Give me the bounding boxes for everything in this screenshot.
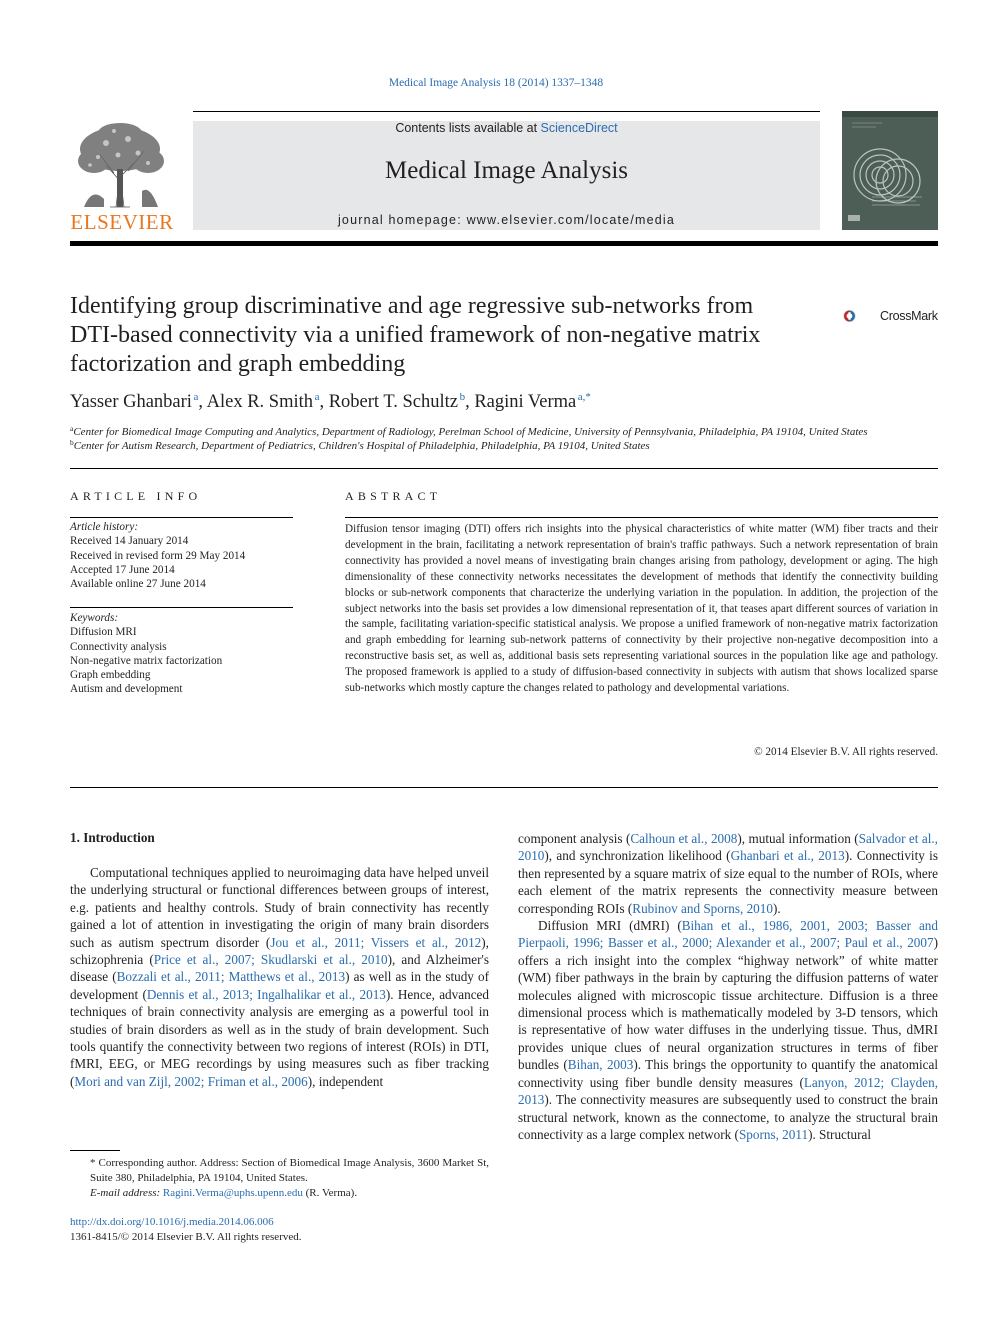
citation-link[interactable]: Ghanbari et al., 2013	[730, 848, 845, 864]
affiliation-rule	[70, 468, 938, 469]
keyword-item: Autism and development	[70, 683, 183, 696]
paper-title-line: factorization and graph embedding	[70, 351, 406, 377]
citation-link[interactable]: Mori and van Zijl, 2002; Friman et al., 2006	[74, 1073, 308, 1089]
affiliation-a	[70, 424, 868, 438]
body-paragraph	[518, 917, 938, 1143]
footnote-corresponding-text: Corresponding author. Address: Section of Biomedical Image Analysis, 3600 Market St, Suite 380, Philadelphia, PA 19104, United States.	[90, 1157, 490, 1184]
issn-copyright: 1361-8415/© 2014 Elsevier B.V. All rights reserved.	[70, 1231, 302, 1243]
keywords-rule	[70, 607, 293, 608]
author-name[interactable]: Robert T. Schultz	[328, 392, 459, 412]
journal-homepage	[193, 213, 820, 227]
abstract-text: Diffusion tensor imaging (DTI) offers rich insights into the physical characteristics of white matter (WM) fiber tracts and their development in the brain, facilitating a network representation of brain's traffic pathways. Such a network representation of brain connectivity has provided a novel means of investigating brain changes arising from pathology, development or aging. The high dimensionality of these connectivity networks necessitates the development of methods that identify the connectivity building blocks or sub-network components that characterize the underlying variation in the population. In addition, the projection of the subject networks into the basis set provides a low dimensional representation of it, that teases apart different sources of variation in the sample, facilitating variation-specific statistical analysis. We propose a unified framework of non-negative matrix factorization and graph embedding for learning sub-network patterns of connectivity by their projective non-negative decomposition into a reconstructive basis set, as well as, additional basis sets representing variational sources in the population like age and pathology. The proposed framework is applied to a study of diffusion-based connectivity in subjects with autism that shows localized sparse sub-networks which mostly capture the changes related to pathology and developmental variations.	[345, 523, 938, 695]
introduction-heading: 1. Introduction	[70, 830, 155, 845]
affiliation-b	[70, 438, 650, 452]
homepage-prefix: journal homepage:	[337, 213, 467, 227]
abstract-rule	[345, 517, 938, 518]
body-text: ). Connectivity is then represented by a square matrix of size equal to the number of ROIs, where each element of the matrix represents the connectivity measure between corresponding ROIs (	[518, 848, 938, 916]
article-history-label: Article history:	[70, 521, 139, 533]
journal-header-box	[193, 121, 820, 230]
body-text: ). Hence, advanced techniques of brain connectivity analysis are emerging as a powerful tool in studies of brain disorders as well as in the study of brain development. Such tools quantify the connectivity between two regions of interest (ROIs) in DTI, fMRI, EEG, or MEG recordings by using measures such as fiber tracking (	[70, 986, 489, 1089]
body-text: ), and synchronization likelihood (	[544, 848, 731, 864]
citation-link[interactable]: Price et al., 2007; Skudlarski et al., 2010	[153, 952, 388, 968]
keyword-item: Diffusion MRI	[70, 626, 137, 639]
author-affiliation-mark[interactable]: b	[459, 391, 466, 403]
abstract-copyright: © 2014 Elsevier B.V. All rights reserved.	[754, 746, 938, 758]
body-paragraph	[70, 864, 489, 1090]
keyword-item: Connectivity analysis	[70, 640, 167, 653]
author-name[interactable]: Alex R. Smith	[206, 392, 314, 412]
author-list: Yasser Ghanbari $^a$, Alex R. Smith $^a$, Robert T. Schultz $^b$, Ragini Verma $^{a,*}$	[70, 391, 591, 412]
paper-title	[70, 292, 830, 379]
keywords-label: Keywords:	[70, 612, 119, 624]
author-affiliation-mark[interactable]: a	[193, 391, 199, 403]
email-link[interactable]: Ragini.Verma@uphs.upenn.edu	[162, 1187, 303, 1199]
paper-title-line: Identifying group discriminative and age regressive sub-networks from	[70, 293, 754, 319]
main-rule	[70, 787, 938, 788]
keyword-item: Graph embedding	[70, 669, 151, 682]
body-text: ). The connectivity measures are subsequently used to construct the brain structural network, known as the connectome, to analyze the structural brain connectivity as a large complex network (	[518, 1092, 938, 1142]
citation-link[interactable]: Bozzali et al., 2011; Matthews et al., 2013	[116, 969, 346, 985]
citation-link[interactable]: Lanyon, 2012; Clayden, 2013	[518, 1074, 938, 1108]
abstract-heading: ABSTRACT	[345, 489, 442, 503]
homepage-link[interactable]: www.elsevier.com/locate/media	[466, 213, 676, 227]
article-history	[70, 520, 245, 591]
citation-link[interactable]: Calhoun et al., 2008	[630, 831, 738, 846]
author-affiliation-mark[interactable]: a,*	[577, 391, 591, 403]
elsevier-wordmark: ELSEVIER	[70, 210, 174, 234]
body-text: ), mutual information (	[737, 831, 859, 846]
body-text: component analysis (	[518, 831, 631, 846]
article-info-rule	[70, 517, 293, 518]
body-text: ), independent	[307, 1073, 384, 1089]
body-text: ) offers a rich insight into the complex “highway network” of white matter (WM) fiber pathways in the brain by capturing the diffusion patterns of water molecules aligned with microscopic tissue architecture. Diffusion is a three dimensional process which is mathematically modeled by 3-D tensors, which is representative of how water diffuses in the underlying tissue. Thus, dMRI provides unique clues of neural organization structures in terms of fiber bundles (	[518, 935, 938, 1073]
affiliation-mark: a	[70, 424, 74, 433]
body-text: ) as well as in the study of development (	[70, 969, 490, 1002]
crossmark-label[interactable]: CrossMark	[880, 309, 938, 323]
affiliation-text: Center for Autism Research, Department of Pediatrics, Children's Hospital of Philadelphia, Philadelphia, PA 19104, United States	[73, 440, 650, 452]
paper-title-line: DTI-based connectivity via a unified framework of non-negative matrix	[70, 322, 761, 348]
affiliation-text: Center for Biomedical Image Computing and Analytics, Department of Radiology, Perelman School of Medicine, University of Pennsylvania, Philadelphia, PA 19104, United States	[73, 426, 868, 438]
body-text: ). Structural	[808, 1126, 872, 1142]
body-text: ), and Alzheimer's disease (	[70, 952, 490, 985]
header-top-rule	[193, 111, 820, 112]
affiliation-mark: b	[70, 438, 74, 447]
contents-line	[193, 121, 820, 135]
history-item: Available online 27 June 2014	[70, 578, 206, 591]
footnote-email-line	[70, 1186, 489, 1201]
header-bottom-rule	[70, 241, 938, 246]
author-name[interactable]: Yasser Ghanbari	[70, 392, 192, 412]
journal-reference[interactable]: Medical Image Analysis 18 (2014) 1337–1348	[388, 77, 604, 89]
body-text: Computational techniques applied to neuroimaging data have helped unveil the underlying structural or functional differences between groups of interest, e.g. patients and healthy controls. Study of brain connectivity has recently gained a lot of attention in investigating the origin of many brain disorders such as autism spectrum disorder (	[70, 865, 489, 950]
corresponding-author-footnote	[70, 1156, 489, 1201]
footnote-star: *	[90, 1157, 96, 1169]
author-affiliation-mark[interactable]: a	[314, 391, 320, 403]
body-text: Diffusion MRI (dMRI) (	[538, 918, 682, 934]
body-text: ), schizophrenia (	[70, 934, 489, 968]
footnote-corresponding	[70, 1156, 489, 1186]
body-column-left	[70, 864, 489, 1090]
body-column-right	[518, 830, 938, 1143]
citation-link[interactable]: Rubinov and Sporns, 2010	[632, 900, 773, 916]
citation-link[interactable]: Salvador et al., 2010	[518, 831, 938, 864]
footnote-rule	[70, 1150, 120, 1151]
citation-link[interactable]: Bihan, 2003	[567, 1057, 634, 1073]
keywords	[70, 611, 222, 697]
journal-title: Medical Image Analysis	[385, 157, 628, 184]
email-suffix: (R. Verma).	[302, 1187, 358, 1199]
citation-link[interactable]: Bihan et al., 1986, 2001, 2003; Basser and Pierpaoli, 1996; Basser et al., 2000; Alexander et al., 2007; Paul et al., 2007	[518, 918, 938, 951]
history-item: Received 14 January 2014	[70, 535, 189, 548]
article-info-heading: ARTICLE INFO	[70, 489, 202, 503]
author-name[interactable]: Ragini Verma	[474, 392, 577, 412]
journal-cover-image[interactable]	[842, 111, 938, 230]
email-label: E-mail address:	[90, 1187, 163, 1199]
contents-prefix: Contents lists available at	[395, 121, 541, 135]
history-item: Accepted 17 June 2014	[70, 563, 175, 576]
body-text: ). This brings the opportunity to quantify the anatomical connectivity using fiber bundle density measures (	[518, 1057, 938, 1090]
body-paragraph	[518, 830, 938, 917]
citation-link[interactable]: Jou et al., 2011; Vissers et al., 2012	[270, 934, 482, 950]
citation-link[interactable]: Sporns, 2011	[738, 1126, 809, 1142]
doi-link[interactable]: http://dx.doi.org/10.1016/j.media.2014.06.006	[70, 1216, 274, 1228]
body-text: ).	[772, 900, 781, 916]
keyword-item: Non-negative matrix factorization	[70, 654, 223, 667]
crossmark-icon[interactable]	[843, 298, 879, 334]
citation-link[interactable]: Dennis et al., 2013; Ingalhalikar et al., 2013	[146, 986, 386, 1002]
sciencedirect-link[interactable]: ScienceDirect	[540, 121, 618, 135]
history-item: Received in revised form 29 May 2014	[70, 549, 246, 562]
